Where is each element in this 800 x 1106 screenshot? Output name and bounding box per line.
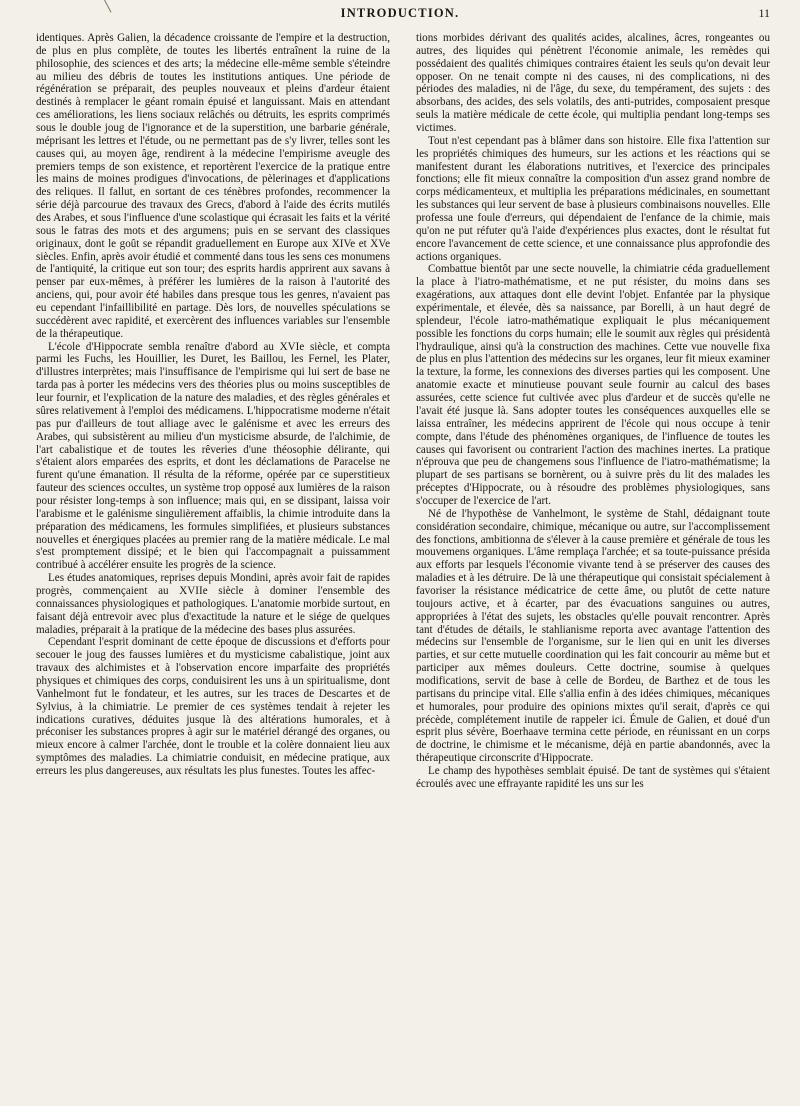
right-paragraph-2: Tout n'est cependant pas à blâmer dans son histoire. Elle fixa l'attention sur les propriétés chimiques des humeurs, sur les actions et les réactions qui se manifestent durant les élaborations nutritives, et l'exercice des principales fonctions; elle fit mieux connaître la composition d'un assez grand nombre de corps médicamenteux, et multiplia les préparations médicinales, en soumettant les substances qui leur servent de base à plusieurs combinaisons nouvelles. Elle professa une foule d'erreurs, qui dépendaient de l'enfance de la chimie, mais qu'on ne put réfuter qu'à l'aide d'expériences plus exactes, dont le résultat fut encore l'avancement de cette science, et une connaissance plus approfondie des actions organiques. bbox=[416, 134, 770, 263]
left-paragraph-1: identiques. Après Galien, la décadence croissante de l'empire et la destruction, de plus en plus complète, de toutes les libertés entraînent la ruine de la philosophie, des sciences et des arts; la médecine elle-même semble s'éteindre au milieu des débris de toutes les institutions antiques. Une période de régénération se préparait, des peuples nouveaux et pleins d'ardeur étaient destinés à remplacer le géant romain épuisé et languissant. Mais en attendant ces améliorations, les liens sociaux relâchés ou détruits, les esprits comprimés sous le double joug de l'ignorance et de la superstition, une barbarie générale, méprisant les lettres et l'étude, ou ne permettant pas de s'y livrer, telles sont les causes qui, au moyen âge, rendirent à la médecine l'empirisme aveugle des premiers temps de son existence, et reportèrent l'exercice de la pratique entre les mains de moines prodigues d'invocations, de pèlerinages et d'applications des reliques. Il fallut, en sortant de ces ténèbres profondes, recommencer la série déjà parcourue des travaux des Grecs, d'abord à l'aide des écrits mutilés des Arabes, et sous l'influence d'une scolastique qui écrasait les faits et la vérité sous le fatras des mots et des argumens; puis en se servant des classiques originaux, dont le goût se répandit graduellement en Europe aux XIVe et XVe siècles. Enfin, après avoir étudié et commenté dans tous les sens ces monumens de l'antiquité, la critique eut son tour; des esprits hardis apprirent aux savans à penser par eux-mêmes, à préférer les lumières de la raison à l'autorité des anciens, qui, pour avoir été habiles dans presque tous les genres, n'avaient pas eu cependant l'infaillibilité en partage. Dès lors, de nouvelles spéculations se succédèrent avec rapidité, et exercèrent des influences variables sur l'ensemble de la thérapeutique. bbox=[36, 32, 390, 340]
left-column bbox=[36, 32, 390, 778]
left-paragraph-2: L'école d'Hippocrate sembla renaître d'abord au XVIe siècle, et compta parmi les Fuchs, les Houillier, les Duret, les Baillou, les Fernel, les Plater, d'illustres interprètes; mais l'insuffisance de l'empirisme qui lui sert de base ne tarda pas à porter les médecins vers des théories plus ou moins susceptibles de leur fournir, et l'explication de la nature des maladies, et des règles générales et sûres relativement à l'emploi des médicamens. L'hippocratisme moderne n'était pas pur d'ailleurs de tout alliage avec le galénisme et avec les erreurs des Arabes, qui subsistèrent au milieu d'un mysticisme absurde, de l'alchimie, de l'art cabalistique et de toutes les rêveries d'une théosophie délirante, qui s'étaient alors emparées des esprits, et dont les déclamations de Paracelse ne furent qu'une émanation. Il résulta de la réforme, opérée par ce superstitieux fauteur des sciences occultes, un système trop opposé aux lumières de la raison pour résister long-temps à son influence; mais qui, en se dissipant, laissa voir l'arabisme et le galénisme singulièrement affaiblis, la chimie introduite dans la préparation des médicamens, les formules simplifiées, et plusieurs substances nouvelles et énergiques placées au premier rang de la matière médicale. Le mal s'est promptement dissipé; et le bien qui l'accompagnait a puissamment contribué à accélérer ensuite les progrès de la science. bbox=[36, 340, 390, 572]
right-paragraph-1: tions morbides dérivant des qualités acides, alcalines, âcres, rongeantes ou autres, des liquides qui pénètrent l'économie animale, les remèdes qui possédaient des qualités chimiques contraires étaient les seuls qu'on devait leur opposer. On ne tenait compte ni des causes, ni des complications, ni des périodes des maladies, ni de l'âge, du sexe, du tempérament, des sujets : des absorbans, des acides, des sels volatils, des anti-putrides, composaient presque seuls la matière médicale de cette école, qui multiplia pendant long-temps ses victimes. bbox=[416, 32, 770, 135]
page-number: 11 bbox=[758, 6, 770, 20]
right-paragraph-4: Né de l'hypothèse de Vanhelmont, le système de Stahl, dédaignant toute considération secondaire, chimique, mécanique ou autre, sur l'accomplissement des fonctions, ambitionna de s'élever à la cause première et générale de tous les mouvemens organiques. L'âme remplaça l'archée; et sa toute-puissance présida aux efforts par lesquels l'économie vivante tend à se préserver des causes des maladies et à les détruire. De là une thérapeutique qui consistait spécialement à favoriser la résistance médicatrice de cette âme, ou plutôt de cette nature toujours active, et à écarter, par des évacuations sanguines ou autres, appropriées à l'état des sujets, les obstacles qu'elle pouvait rencontrer. Après tant d'études de détails, le stahlianisme reporta avec avantage l'attention des médecins sur l'ensemble de l'organisme, sur le lien qui en unit les diverses parties, et sur cette mutuelle coordination qui les fait concourir au même but et participer aux mêmes douleurs. Cette doctrine, soumise à quelques modifications, servit de base à celle de Bordeu, de Barthez et de tous les partisans du principe vital. Elle s'allia enfin à des idées chimiques, mécaniques et humorales, pour produire des opinions mixtes qu'il serait, d'après ce qui précède, complétement inutile de rappeler ici. Émule de Galien, et doué d'un esprit plus sévère, Boerhaave termina cette période, en réunissant en un corps de doctrine, le chimisme et le mécanisme, déjà en partie abandonnés, avec la thérapeutique circonscrite d'Hippocrate. bbox=[416, 507, 770, 765]
right-paragraph-3: Combattue bientôt par une secte nouvelle, la chimiatrie céda graduellement la place à l'iatro-mathématisme, et ne put résister, du moins dans ses exagérations, aux attaques dont elle devint l'objet. Enfantée par la physique expérimentale, et élevée, dès sa naissance, par Borelli, à un haut degré de splendeur, l'école iatro-mathématique expliquait le plus mécaniquement possible les fonctions du corps humain; elle le soumit aux règles qui présidentà l'hydraulique, ainsi qu'à la construction des machines. Cette vue nouvelle fixa de plus en plus l'attention des médecins sur les organes, leur fit mieux examiner la texture, la forme, les connexions des diverses parties qui les composent. Une anatomie exacte et minutieuse pouvant seule fournir au calcul des bases assurées, cette science fut cultivée avec plus d'ardeur et de succès qu'elle ne l'avait été jusque là. Sans adopter toutes les conséquences auxquelles elle se laissa entraîner, les médecins apprirent de l'école qui nous occupe à tenir compte, dans l'étude des phénomènes organiques, de l'influence de toutes les causes qui favorisent ou contrarient l'action des machines inertes. La pratique n'éprouva que peu de changemens sous l'influence de l'iatro-mathématisme; la plupart de ses partisans se bornèrent, ou à suivre près du lit des malades les préceptes d'Hippocrate, ou à résoudre des problèmes physiologiques, sans s'occuper de l'exercice de l'art. bbox=[416, 263, 770, 507]
running-title: INTRODUCTION. bbox=[340, 6, 460, 20]
right-paragraph-5: Le champ des hypothèses semblait épuisé. De tant de systèmes qui s'étaient écroulés avec une effrayante rapidité les uns sur les bbox=[416, 764, 770, 790]
right-column bbox=[416, 32, 770, 791]
running-head bbox=[0, 6, 800, 28]
left-paragraph-4: Cependant l'esprit dominant de cette époque de discussions et d'efforts pour secouer le joug des fausses lumières et du mysticisme cabalistique, joint aux travaux des alchimistes et à l'observation encore imparfaite des propriétés physiques et chimiques des corps, conduisirent les uns à un spiritualisme, dont Vanhelmont fut le fondateur, et les autres, sur les traces de Descartes et de Sylvius, à la chimiatrie. Le premier de ces systèmes tendait à rejeter les indications curatives, déduites jusque là des altérations humorales, et à préconiser les substances propres à agir sur le matériel dérangé des organes, ou mieux encore à calmer l'archée, dont le trouble et la colère donnaient lieu aux symptômes des maladies. La chimiatrie conduisit, en médecine pratique, aux erreurs les plus dangereuses, aux résultats les plus funestes. Toutes les affec- bbox=[36, 636, 390, 777]
left-paragraph-3: Les études anatomiques, reprises depuis Mondini, après avoir fait de rapides progrès, commençaient au XVIIe siècle à dominer l'ensemble des connaissances physiologiques et pathologiques. L'anatomie morbide surtout, en faisant déjà entrevoir avec plus d'exactitude la nature et le siége de quelques maladies, préparait à la pratique de la médecine des bases plus assurées. bbox=[36, 572, 390, 636]
